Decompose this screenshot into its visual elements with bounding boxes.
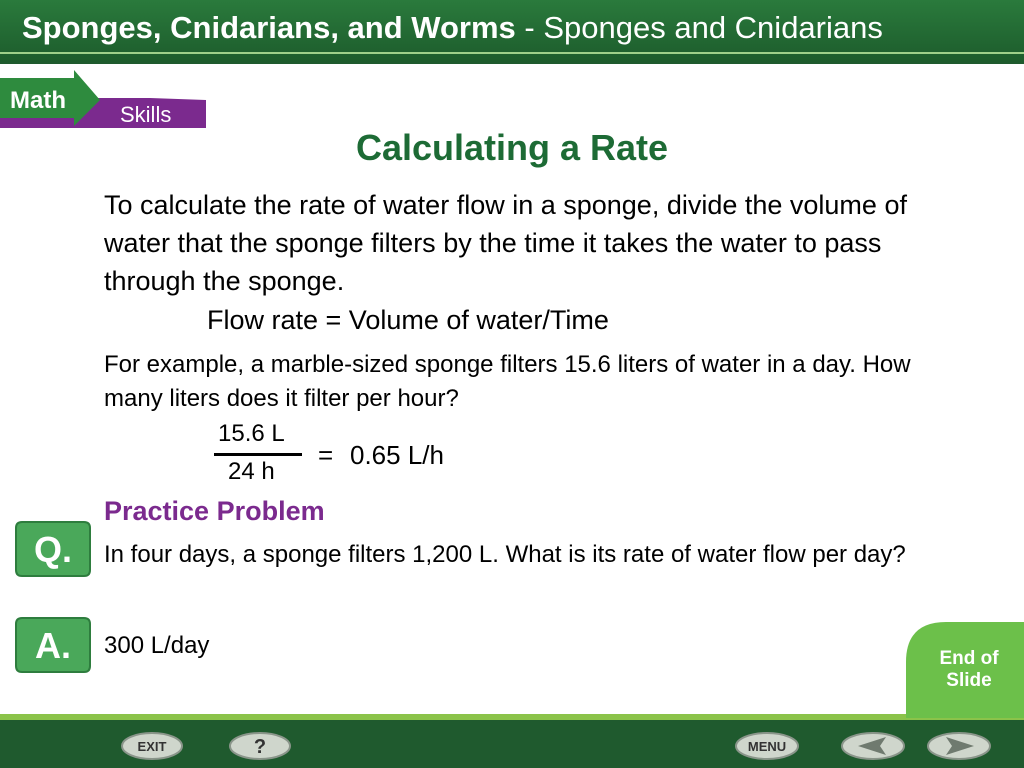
chapter-title (22, 10, 883, 46)
fraction-denominator: 24 h (228, 458, 275, 485)
example-paragraph: For example, a marble-sized sponge filters 15.6 liters of water in a day. How many liters does it filter per hour? (104, 351, 911, 412)
fraction-bar (214, 453, 302, 456)
flow-rate-formula: Flow rate = Volume of water/Time (207, 305, 609, 335)
help-label: ? (253, 736, 267, 758)
exit-button[interactable] (120, 730, 184, 762)
answer-label: A. (35, 625, 71, 666)
badge-math-text: Math (10, 87, 66, 114)
question-badge-icon (14, 520, 92, 578)
chapter-title-main: Sponges, Cnidarians, and Worms (22, 10, 516, 45)
header-divider (0, 52, 1024, 54)
fraction-result: 0.65 L/h (350, 440, 444, 470)
end-of-slide-line2: Slide (946, 670, 992, 691)
slide-title: Calculating a Rate (355, 127, 669, 168)
practice-question: In four days, a sponge filters 1,200 L. What is its rate of water flow per day? (104, 541, 906, 568)
badge-skills-text: Skills (120, 102, 172, 127)
section-title: - Sponges and Cnidarians (515, 10, 883, 45)
equals-sign: = (318, 440, 334, 470)
intro-paragraph: To calculate the rate of water flow in a sponge, divide the volume of water that the sponge filters by the time it takes the water to pass through the sponge. (104, 190, 907, 296)
fraction-numerator: 15.6 L (218, 420, 285, 447)
menu-button[interactable] (734, 730, 800, 762)
end-of-slide-line1: End of (939, 648, 999, 669)
practice-heading: Practice Problem (104, 496, 325, 526)
question-label: Q. (33, 529, 73, 570)
exit-label: EXIT (137, 739, 167, 754)
previous-slide-button[interactable] (840, 730, 906, 762)
next-slide-button[interactable] (926, 730, 992, 762)
menu-label: MENU (747, 739, 787, 754)
header-bar (0, 0, 1024, 62)
answer-badge-icon (14, 616, 92, 674)
help-button[interactable] (228, 730, 292, 762)
practice-answer: 300 L/day (104, 632, 210, 659)
end-of-slide-label (914, 648, 1024, 692)
math-skills-badge (0, 70, 206, 132)
